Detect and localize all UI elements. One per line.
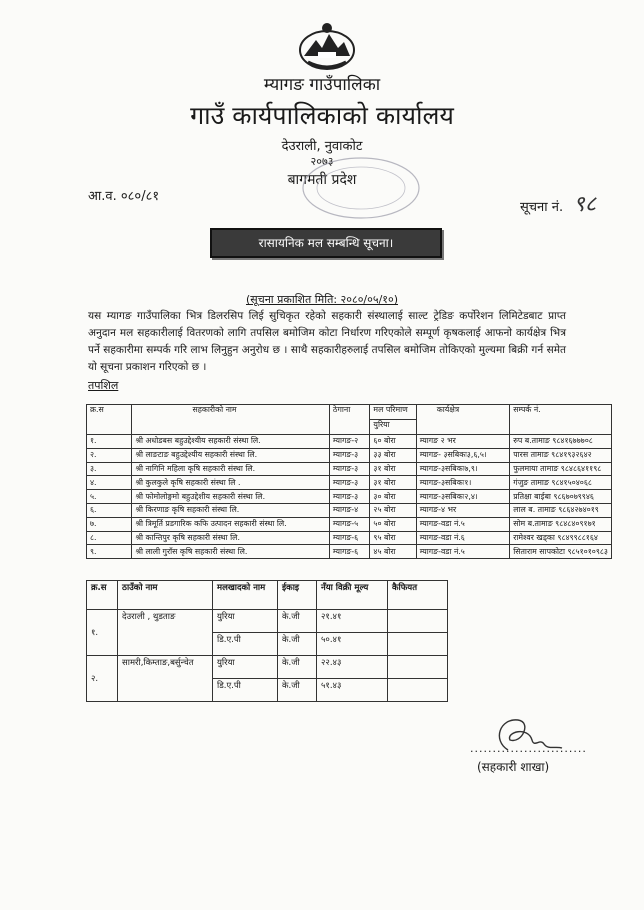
table-cell: लाल ब. तामाङ ९८६४२७४०१९ bbox=[510, 503, 612, 517]
table-row bbox=[87, 610, 448, 633]
table-cell: २२.४३ bbox=[317, 656, 388, 679]
table-row bbox=[87, 435, 612, 449]
table-cell: श्री लाली गुराँस कृषि सहकारी संस्था लि. bbox=[132, 545, 329, 559]
table-row bbox=[87, 656, 448, 679]
table-cell: ५१.४३ bbox=[317, 679, 388, 702]
table-cell: ५. bbox=[87, 490, 132, 504]
table-cell: ३० बोरा bbox=[370, 490, 416, 504]
notice-subject: रासायनिक मल सम्बन्धि सूचना। bbox=[210, 228, 442, 258]
col-contact: सम्पर्क नं. bbox=[510, 405, 612, 435]
table-cell: ५०.४१ bbox=[317, 633, 388, 656]
province-name: बागमती प्रदेश bbox=[287, 172, 357, 188]
col-area: कार्यक्षेत्र bbox=[416, 405, 509, 435]
table-cell: ३१ बोरा bbox=[370, 462, 416, 476]
office-title: गाउँ कार्यपालिकाको कार्यालय bbox=[190, 101, 454, 130]
col-name: सहकारीको नाम bbox=[132, 405, 329, 435]
signature-line: .......................... bbox=[470, 742, 587, 755]
col-address: ठेगाना bbox=[329, 405, 370, 435]
table-cell: सोम ब.तामाङ ९८४८४०९१७१ bbox=[510, 517, 612, 531]
table-cell: ३. bbox=[87, 462, 132, 476]
table-cell: १. bbox=[87, 435, 132, 449]
table-cell bbox=[388, 679, 448, 702]
table-cell: डि.ए.पी bbox=[213, 679, 278, 702]
table-cell: २१.४१ bbox=[317, 610, 388, 633]
table-cell: म्यागङ-५ bbox=[329, 517, 370, 531]
table-cell: म्यागङ-६ bbox=[329, 545, 370, 559]
table-cell bbox=[388, 656, 448, 679]
col-fertilizer: मलखादको नाम bbox=[213, 581, 278, 610]
table-cell: ९५ बोरा bbox=[370, 531, 416, 545]
table-header-row bbox=[87, 405, 612, 420]
table-cell bbox=[388, 610, 448, 633]
table-cell: के.जी bbox=[278, 633, 317, 656]
table-cell: ६० बोरा bbox=[370, 435, 416, 449]
table-cell: म्यागङ-वडा नं.५ bbox=[416, 517, 509, 531]
table-cell: म्यागङ-३ bbox=[329, 490, 370, 504]
col-urea: युरिया bbox=[370, 420, 416, 435]
table-row bbox=[87, 490, 612, 504]
table-cell: श्री त्रिमूर्ति प्रडगारिक कफि उत्पादन सहकारी संस्था लि. bbox=[132, 517, 329, 531]
table-cell: श्री कान्तिपुर कृषि सहकारी संस्था लि. bbox=[132, 531, 329, 545]
municipality-name: म्यागङ गाउँपालिका bbox=[263, 75, 381, 95]
details-heading: तपशिल bbox=[88, 379, 119, 392]
table-cell: म्यागङ-४ भर bbox=[416, 503, 509, 517]
table-row bbox=[87, 531, 612, 545]
table-cell: रामेश्वर खड्का ९८४९९८८१६४ bbox=[510, 531, 612, 545]
table-cell: म्यागङ-६ bbox=[329, 531, 370, 545]
table-cell: फुलमाया तामाङ ९८४८६४११९८ bbox=[510, 462, 612, 476]
table-cell bbox=[388, 633, 448, 656]
col-sn: क्र.स bbox=[87, 405, 132, 435]
table-row bbox=[87, 462, 612, 476]
table-cell: ३१ बोरा bbox=[370, 476, 416, 490]
table-cell: सामरी,किम्ताङ,बर्सुन्चेत bbox=[118, 656, 213, 702]
table-cell: श्री अधोडबस बहुउद्देश्यीय सहकारी संस्था लि. bbox=[132, 435, 329, 449]
fiscal-year: आ.व. ०८०/८१ bbox=[88, 189, 160, 204]
table-cell: म्यागङ-३ bbox=[329, 476, 370, 490]
table-cell: के.जी bbox=[278, 679, 317, 702]
col-unit: ईकाइ bbox=[278, 581, 317, 610]
table-cell: म्यागङ २ भर bbox=[416, 435, 509, 449]
notice-number bbox=[520, 188, 596, 218]
col-price: नँया विक्री मूल्य bbox=[317, 581, 388, 610]
table-cell: रुप ब.तामाङ ९८४१६७७७०८ bbox=[510, 435, 612, 449]
col-quantity: मल परिमाण bbox=[370, 405, 416, 420]
table-cell: ५० बोरा bbox=[370, 517, 416, 531]
table-cell: श्री कुलकुले कृषि सहकारी संस्था लि . bbox=[132, 476, 329, 490]
table-cell: ३३ बोरा bbox=[370, 448, 416, 462]
col-place: ठाउँको नाम bbox=[118, 581, 213, 610]
table-cell: म्यागङ- ३सबिकः३,६,५। bbox=[416, 448, 509, 462]
notice-number-label: सूचना नं. bbox=[520, 200, 564, 215]
table-row bbox=[87, 448, 612, 462]
table-cell: श्री किरणाङ कृषि सहकारी संस्था लि. bbox=[132, 503, 329, 517]
table-cell: ४. bbox=[87, 476, 132, 490]
office-stamp-icon bbox=[296, 150, 426, 222]
table-cell: डि.ए.पी bbox=[213, 633, 278, 656]
table-cell: पारस तामाङ ९८४१९३२६४२ bbox=[510, 448, 612, 462]
table-row bbox=[87, 545, 612, 559]
table-cell: गंजुङ तामाङ ९८४१५०४०६८ bbox=[510, 476, 612, 490]
table-cell: ६. bbox=[87, 503, 132, 517]
table-row bbox=[87, 517, 612, 531]
table-cell: देउराली , थुडताङ bbox=[118, 610, 213, 656]
table-cell: म्यागङ-३सबिकः१। bbox=[416, 476, 509, 490]
cooperative-quota-table bbox=[86, 404, 612, 559]
table-cell: ७. bbox=[87, 517, 132, 531]
established-year: २०७३ bbox=[310, 155, 334, 168]
table-cell: प्रतिक्षा बाईबा ९८६७०७९९४६ bbox=[510, 490, 612, 504]
table-cell: म्यागङ-३ bbox=[329, 462, 370, 476]
table-cell: म्यागङ-३सबिकः२,४। bbox=[416, 490, 509, 504]
notice-number-value: ९८ bbox=[573, 192, 597, 217]
table-header-row bbox=[87, 581, 448, 610]
table-row bbox=[87, 476, 612, 490]
table-cell: सिताराम सापकोटा ९८५१०१०९८३ bbox=[510, 545, 612, 559]
table-row bbox=[87, 503, 612, 517]
col-sn: क्र.स bbox=[87, 581, 118, 610]
table-cell: ४५ बोरा bbox=[370, 545, 416, 559]
table-cell: श्री नागिनि महिला कृषि सहकारी संस्था लि. bbox=[132, 462, 329, 476]
notice-body: यस म्यागङ गाउँपालिका भित्र डिलरसिप लिई सुचिकृत रहेको सहकारी संस्थालाई साल्ट ट्रेडिङ कर्पोरेशन लिमिटेडबाट प्राप्त अनुदान मल सहकारीलाई वितरणको लागि तपसिल बमोजिम कोटा निर्धारण गरिएकोले सम्पूर्ण कृषकलाई आफनो कार्यक्षेत्र भित्र पर्ने सहकारीमा सम्पर्क गरि लाभ लिनुहुन अनुरोध छ । साथै सहकारीहरुलाई तपसिल बमोजिम तोकिएको मुल्यमा बिक्री गर्न समेत यो सूचना प्रकाशन गरिएको छ । bbox=[88, 310, 566, 373]
table-cell: ९. bbox=[87, 545, 132, 559]
table-cell: के.जी bbox=[278, 656, 317, 679]
table-cell: युरिया bbox=[213, 610, 278, 633]
table-cell: २. bbox=[87, 656, 118, 702]
table-cell: युरिया bbox=[213, 656, 278, 679]
table-cell: म्यागङ-४ bbox=[329, 503, 370, 517]
table-cell: म्यागङ-वडा नं.६ bbox=[416, 531, 509, 545]
government-emblem-icon bbox=[298, 22, 356, 72]
table-cell: ८. bbox=[87, 531, 132, 545]
table-cell: २. bbox=[87, 448, 132, 462]
signatory-label: (सहकारी शाखा) bbox=[477, 760, 550, 774]
col-remarks: कैफियत bbox=[388, 581, 448, 610]
publication-date: (सूचना प्रकाशित मिति: २०८०/०५/१०) bbox=[245, 293, 399, 306]
table-cell: म्यागङ-२ bbox=[329, 435, 370, 449]
table-cell: २५ बोरा bbox=[370, 503, 416, 517]
table-cell: श्री फोमोलोङ्गमो बहुउद्देशीय सहकारी संस्था लि. bbox=[132, 490, 329, 504]
table-cell: के.जी bbox=[278, 610, 317, 633]
table-cell: म्यागङ-वडा नं.५ bbox=[416, 545, 509, 559]
table-cell: म्यागङ-३सबिकः७,९। bbox=[416, 462, 509, 476]
price-table bbox=[86, 580, 448, 702]
table-cell: १. bbox=[87, 610, 118, 656]
table-cell: श्री लाङटाङ बहुउद्देश्यीय सहकारी संस्था लि. bbox=[132, 448, 329, 462]
office-address: देउराली, नुवाकोट bbox=[281, 139, 363, 154]
table-cell: म्यागङ-३ bbox=[329, 448, 370, 462]
